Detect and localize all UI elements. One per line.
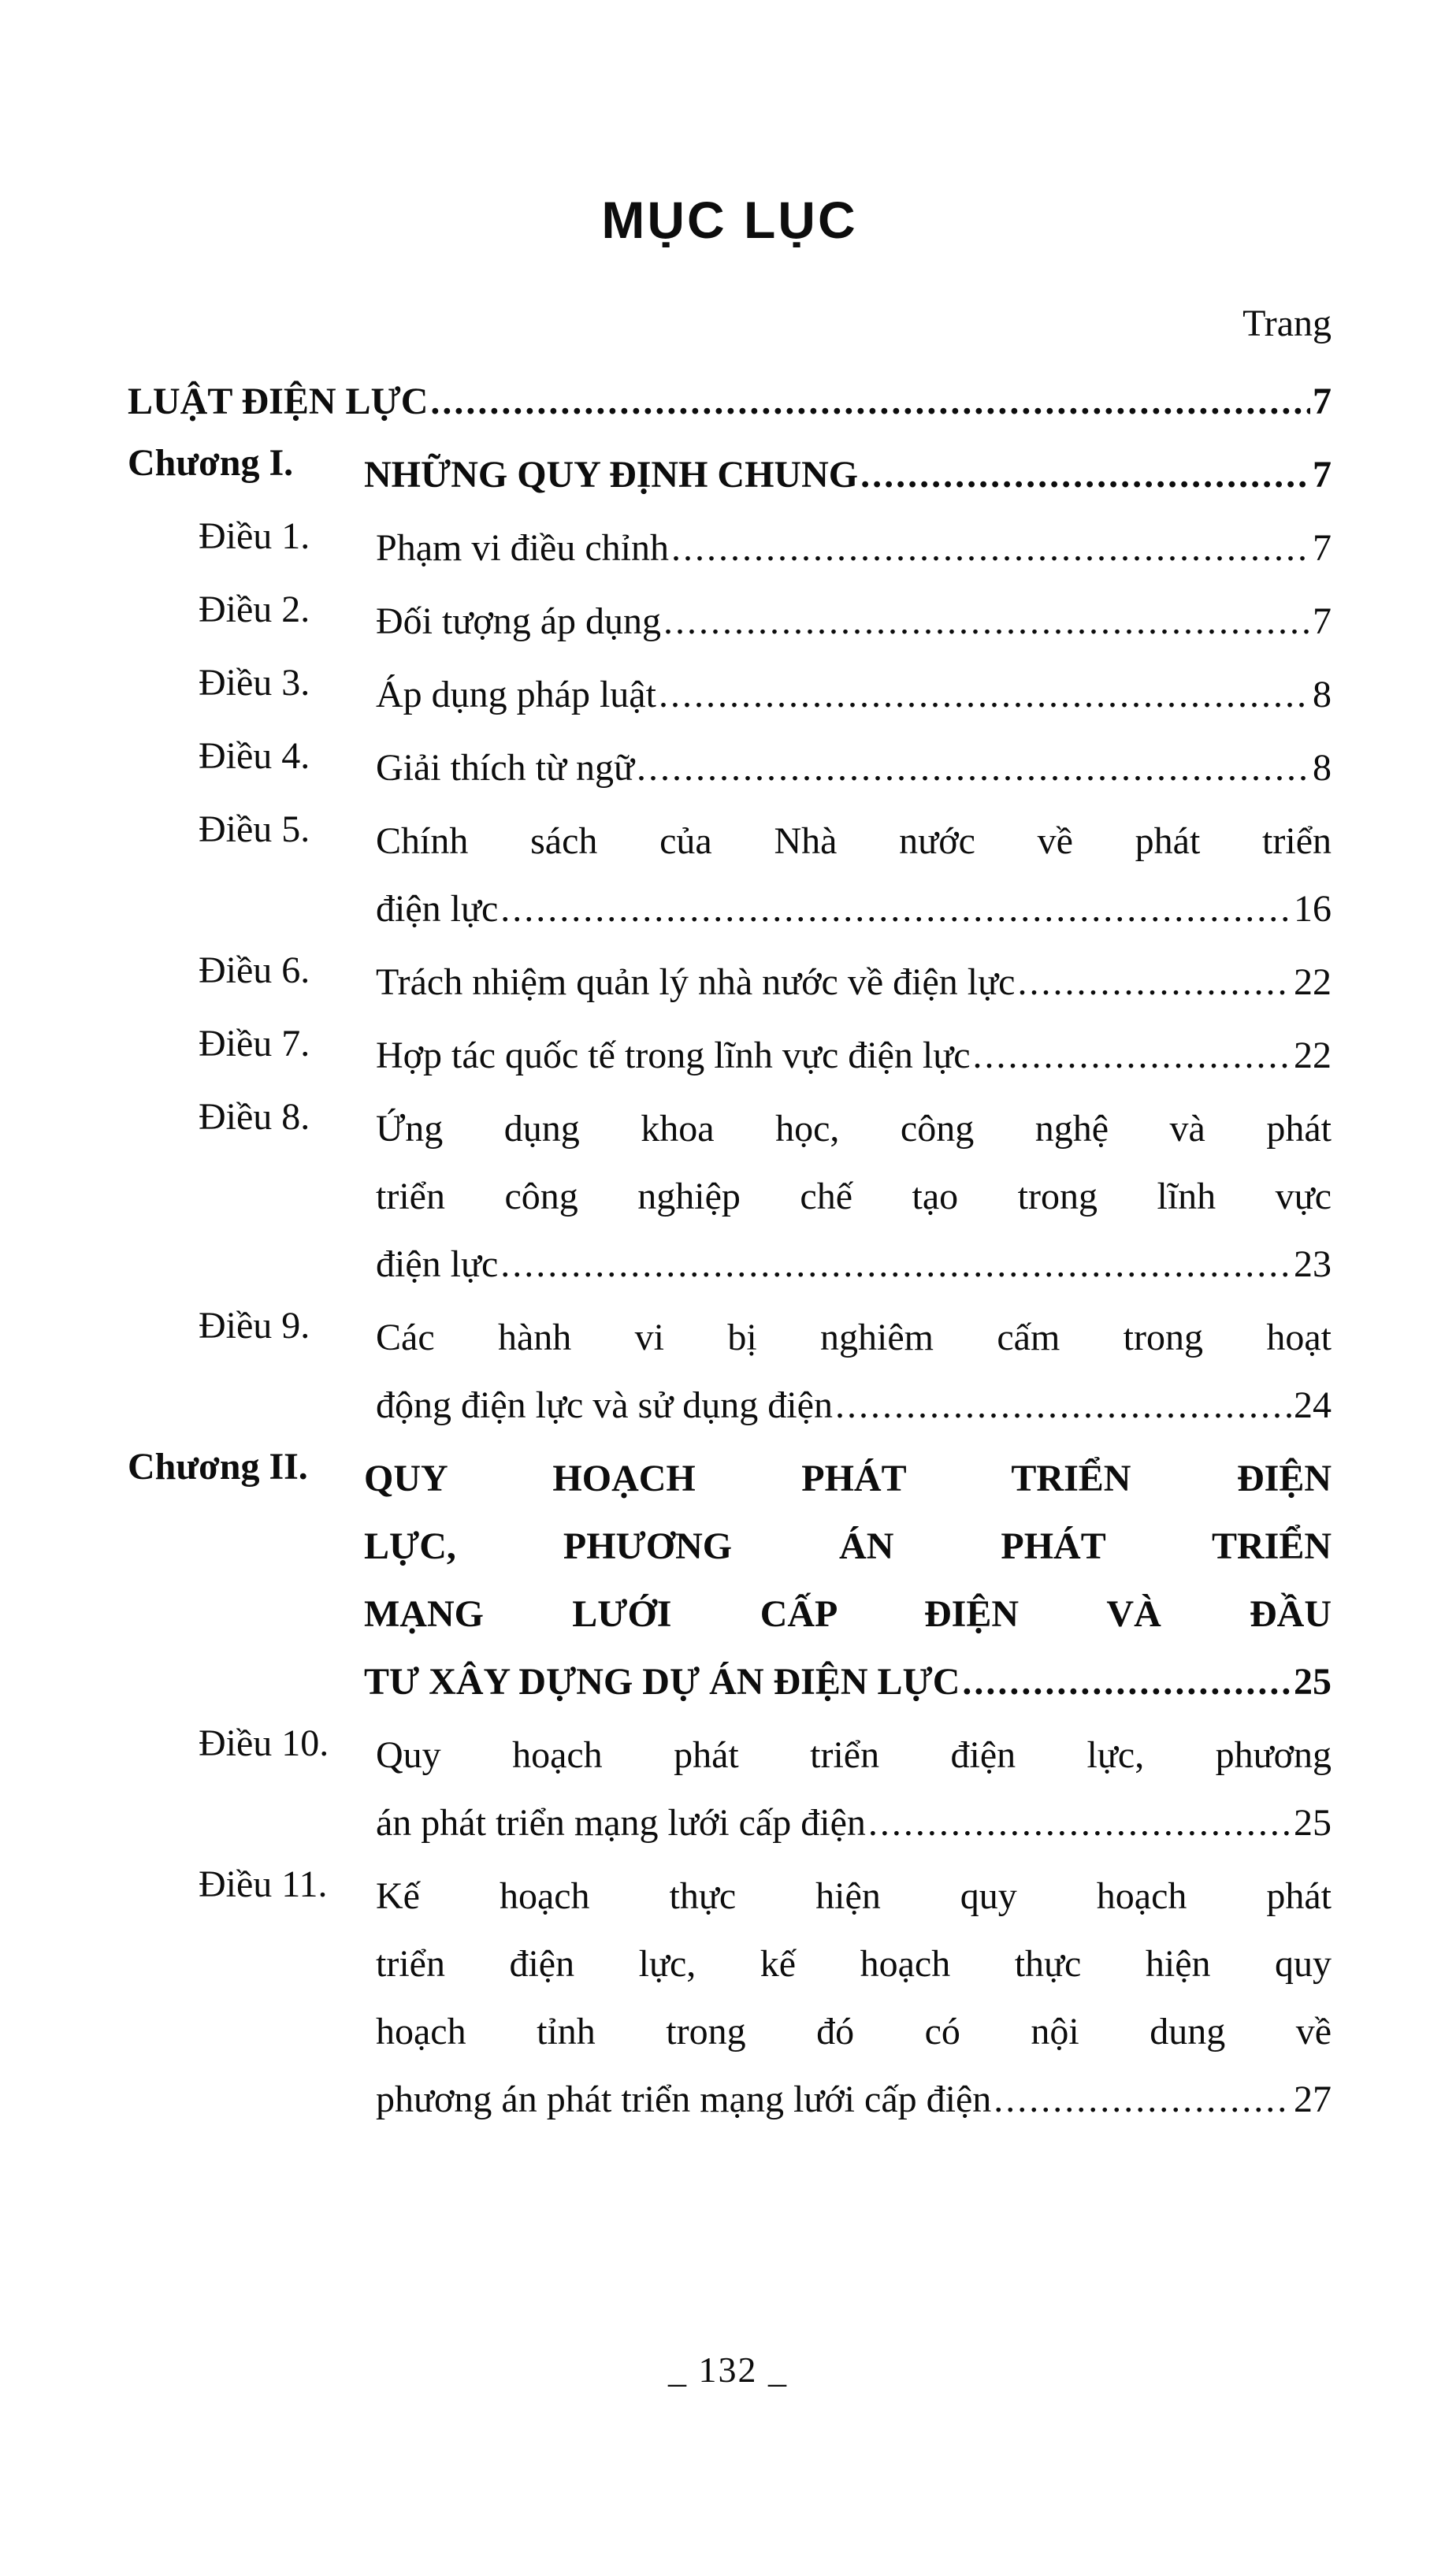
toc-page-number: 16 — [1294, 888, 1332, 931]
toc-entry-line: Kế hoạch thực hiện quy hoạch phát — [376, 1875, 1332, 1918]
dot-leader — [868, 1789, 1291, 1857]
toc-entry-line: hoạch tỉnh trong đó có nội dung về — [376, 2011, 1332, 2053]
toc-entry-lastline — [128, 368, 1332, 436]
page-title: MỤC LỤC — [601, 191, 858, 249]
page-column-header: Trang — [1242, 303, 1332, 345]
toc-entry-label: Điều 6. — [199, 949, 310, 992]
dot-leader — [962, 1648, 1291, 1716]
toc-entry-lastline — [376, 2066, 1332, 2134]
dot-leader — [973, 1022, 1291, 1090]
toc-entry — [128, 1863, 1332, 2134]
toc-page-number: 25 — [1294, 1661, 1332, 1703]
toc-page-number: 24 — [1294, 1384, 1332, 1427]
toc-entry — [128, 368, 1332, 436]
dot-leader — [671, 515, 1310, 582]
toc-page-number: 27 — [1294, 2079, 1332, 2121]
toc-page-number: 7 — [1313, 600, 1332, 643]
toc-entry-label: Điều 11. — [199, 1863, 328, 1906]
dot-leader — [994, 2066, 1291, 2134]
dot-leader — [659, 661, 1310, 729]
toc-entry — [128, 1304, 1332, 1440]
toc-entry-lastline — [376, 588, 1332, 656]
toc-entry — [128, 808, 1332, 943]
toc-entry — [128, 734, 1332, 802]
toc-page-number: 23 — [1294, 1243, 1332, 1286]
toc-entry-label: Điều 10. — [199, 1722, 329, 1765]
dot-leader — [430, 368, 1310, 436]
toc-page-number: 7 — [1313, 381, 1332, 423]
toc-entry — [128, 1722, 1332, 1857]
toc-entry-label: Điều 9. — [199, 1305, 310, 1347]
toc-page-number: 7 — [1313, 454, 1332, 496]
toc-entry-line: Quy hoạch phát triển điện lực, phương — [376, 1734, 1332, 1777]
toc-entry-text: Trách nhiệm quản lý nhà nước về điện lực — [376, 961, 1016, 1004]
toc-entry-line: LỰC, PHƯƠNG ÁN PHÁT TRIỂN — [364, 1525, 1332, 1568]
toc-entry — [128, 515, 1332, 582]
toc-entry-label: Điều 3. — [199, 662, 310, 704]
toc-page-number: 22 — [1294, 961, 1332, 1004]
toc-entry-lastline — [376, 1789, 1332, 1857]
dot-leader — [1017, 949, 1291, 1016]
toc-entry-lastline — [364, 441, 1332, 509]
toc-entry-line: MẠNG LƯỚI CẤP ĐIỆN VÀ ĐẦU — [364, 1593, 1332, 1636]
toc-entry-text: Đối tượng áp dụng — [376, 600, 662, 643]
toc-page-number: 25 — [1294, 1802, 1332, 1845]
toc-entry-text: điện lực — [376, 1243, 499, 1286]
toc-entry-label: Điều 7. — [199, 1023, 310, 1065]
folio-page-number: _ 132 _ — [668, 2350, 788, 2390]
toc-entry-lastline — [376, 875, 1332, 943]
toc-entry-label: Chương II. — [128, 1446, 308, 1488]
toc-page-number: 7 — [1313, 527, 1332, 570]
toc-entry-label: Chương I. — [128, 442, 294, 485]
toc-entry-label: Điều 5. — [199, 808, 310, 851]
toc-entry-lastline — [376, 1231, 1332, 1298]
toc-entry-text: điện lực — [376, 888, 499, 931]
dot-leader — [500, 875, 1291, 943]
toc-entry-text: Áp dụng pháp luật — [376, 674, 656, 716]
toc-entry-text: NHỮNG QUY ĐỊNH CHUNG — [364, 454, 859, 496]
dot-leader — [637, 734, 1310, 802]
toc-entry-line: triển điện lực, kế hoạch thực hiện quy — [376, 1943, 1332, 1986]
toc-entry-line: triển công nghiệp chế tạo trong lĩnh vực — [376, 1176, 1332, 1218]
dot-leader — [860, 441, 1310, 509]
toc-entry — [128, 1445, 1332, 1716]
toc-entry — [128, 1095, 1332, 1298]
toc-entry-lastline — [376, 1022, 1332, 1090]
toc-entry-lastline — [364, 1648, 1332, 1716]
toc-entry — [128, 949, 1332, 1016]
toc-entry-line: Các hành vi bị nghiêm cấm trong hoạt — [376, 1317, 1332, 1359]
toc-entry-lastline — [376, 734, 1332, 802]
table-of-contents — [128, 368, 1332, 2134]
toc-entry-lastline — [376, 661, 1332, 729]
toc-entry-label: Điều 8. — [199, 1096, 310, 1139]
toc-entry-line: QUY HOẠCH PHÁT TRIỂN ĐIỆN — [364, 1458, 1332, 1500]
toc-entry-lastline — [376, 1372, 1332, 1440]
toc-entry-text: Hợp tác quốc tế trong lĩnh vực điện lực — [376, 1035, 971, 1077]
toc-entry — [128, 1022, 1332, 1090]
toc-entry-lastline — [376, 949, 1332, 1016]
toc-page-number: 8 — [1313, 747, 1332, 789]
toc-entry-text: TƯ XÂY DỰNG DỰ ÁN ĐIỆN LỰC — [364, 1661, 960, 1703]
toc-entry-text: LUẬT ĐIỆN LỰC — [128, 381, 429, 423]
dot-leader — [835, 1372, 1291, 1440]
toc-entry-text: phương án phát triển mạng lưới cấp điện — [376, 2079, 992, 2121]
toc-entry-label: Điều 1. — [199, 515, 310, 558]
toc-entry-text: động điện lực và sử dụng điện — [376, 1384, 833, 1427]
toc-entry-lastline — [376, 515, 1332, 582]
toc-page-number: 8 — [1313, 674, 1332, 716]
toc-entry-text: Giải thích từ ngữ — [376, 747, 634, 789]
toc-page-number: 22 — [1294, 1035, 1332, 1077]
toc-entry-line: Chính sách của Nhà nước về phát triển — [376, 820, 1332, 863]
toc-entry — [128, 588, 1332, 656]
toc-entry — [128, 441, 1332, 509]
toc-entry — [128, 661, 1332, 729]
dot-leader — [663, 588, 1310, 656]
toc-entry-text: Phạm vi điều chỉnh — [376, 527, 669, 570]
toc-entry-label: Điều 4. — [199, 735, 310, 778]
toc-entry-line: Ứng dụng khoa học, công nghệ và phát — [376, 1108, 1332, 1150]
toc-entry-text: án phát triển mạng lưới cấp điện — [376, 1802, 866, 1845]
toc-entry-label: Điều 2. — [199, 589, 310, 631]
dot-leader — [500, 1231, 1291, 1298]
